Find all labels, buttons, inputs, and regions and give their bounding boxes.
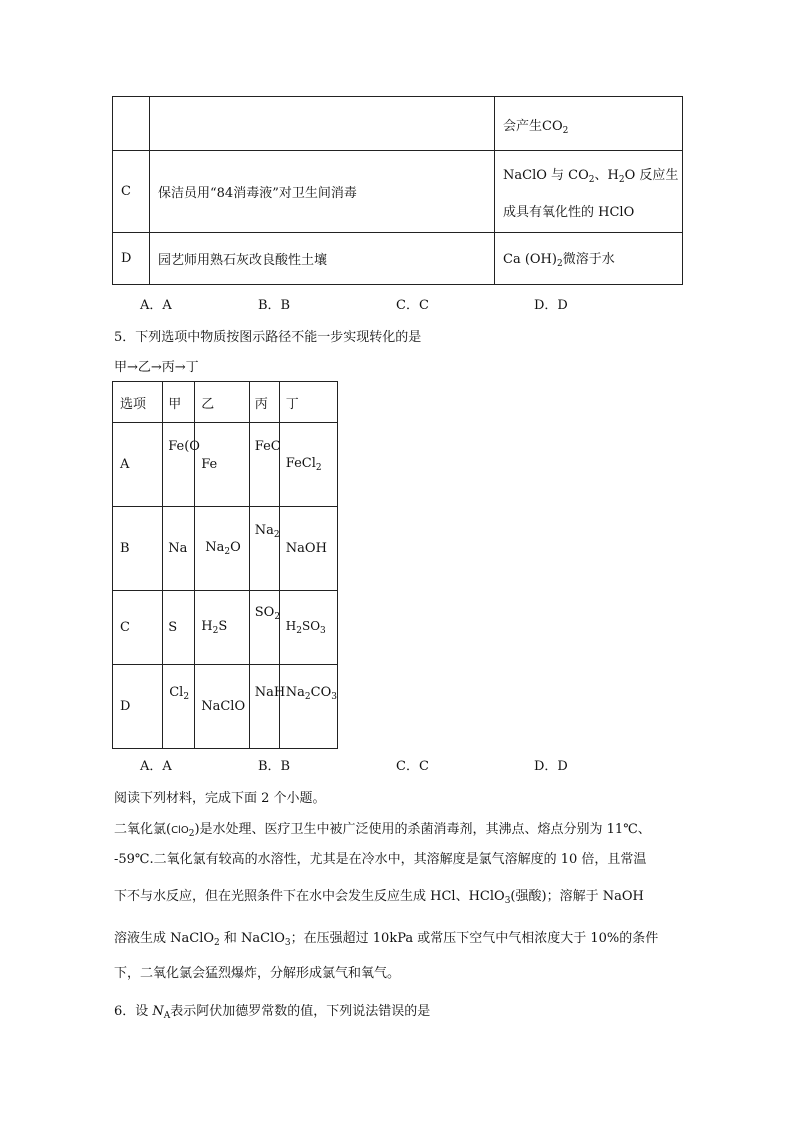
yi-cell: Fe: [195, 423, 250, 507]
option-d[interactable]: D．D: [534, 759, 568, 774]
ding-cell: NaOH: [279, 507, 337, 591]
question5-table: [112, 381, 338, 749]
avogadro-symbol: N: [152, 1004, 164, 1019]
table-row: [113, 151, 683, 233]
jia-cell: Fe(O: [163, 423, 195, 507]
option-b[interactable]: B．B: [258, 759, 291, 774]
option-cell: B: [113, 507, 163, 591]
table-row: [113, 423, 338, 507]
option-c[interactable]: C．C: [396, 759, 429, 774]
table-row: [113, 507, 338, 591]
table-cell: [150, 97, 495, 151]
ding-cell: $Na_2CO_3$: [279, 665, 337, 749]
question5-stem: 5．下列选项中物质按图示路径不能一步实现转化的是: [114, 330, 422, 345]
reading-intro: 阅读下列材料，完成下面 2 个小题。: [114, 791, 326, 806]
reason-text: Ca $(OH)_2$微溶于水: [503, 252, 615, 269]
question5-options: [0, 755, 794, 773]
ding-cell: FeCl$_2$: [279, 423, 337, 507]
yi-cell: $H_2S$: [195, 591, 250, 665]
header-jia: 甲: [163, 382, 195, 423]
option-cell: A: [113, 423, 163, 507]
option-a[interactable]: A．A: [140, 298, 172, 313]
yi-cell: NaClO: [195, 665, 250, 749]
reason-line-1: NaClO 与 $CO_2$、$H_2O$ 反应生: [503, 167, 679, 185]
option-d[interactable]: D．D: [534, 298, 568, 313]
jia-cell: $Cl_2$: [163, 665, 195, 749]
header-ding: 丁: [279, 382, 337, 423]
bing-cell: $SO_2$: [249, 591, 279, 665]
scenario-text: 园艺师用熟石灰改良酸性土壤: [158, 253, 328, 268]
option-label: C: [121, 184, 131, 199]
ding-cell: $H_2SO_3$: [279, 591, 337, 665]
bing-cell: NaH: [249, 665, 279, 749]
question6-stem: 6．设 $N_A$表示阿伏加德罗常数的值，下列说法错误的是: [114, 1004, 431, 1021]
table-header-row: [113, 382, 338, 423]
option-cell: D: [113, 665, 163, 749]
reading-line-5: 下，二氧化氯会猛烈爆炸，分解形成氯气和氧气。: [114, 966, 401, 981]
conversion-path: 甲→乙→丙→丁: [114, 360, 199, 375]
reading-line-1: 二氧化氯(ClO$_2$)是水处理、医疗卫生中被广泛使用的杀菌消毒剂，其沸点、熔点分别为 11℃、: [114, 822, 651, 839]
scenario-text: 保洁员用“84消毒液”对卫生间消毒: [158, 186, 357, 201]
formula-co2: CO: [542, 119, 563, 134]
reading-line-4: 溶液生成 NaClO$_2$ 和 NaClO$_3$；在压强超过 10kPa 或常压下空气中气相浓度大于 10%的条件: [114, 931, 659, 948]
jia-cell: Na: [163, 507, 195, 591]
reading-line-3: 下不与水反应，但在光照条件下在水中会发生反应生成 HCl、HClO$_3$(强酸)；溶解于 NaOH: [114, 889, 644, 906]
table-row: [113, 233, 683, 285]
option-label: D: [121, 251, 132, 266]
table-cell: [113, 151, 150, 233]
option-c[interactable]: C．C: [396, 298, 429, 313]
table-cell: [495, 151, 683, 233]
table-cell: [113, 97, 150, 151]
option-cell: C: [113, 591, 163, 665]
jia-cell: S: [163, 591, 195, 665]
yi-cell: $Na_2O$: [195, 507, 250, 591]
option-a[interactable]: A．A: [140, 759, 172, 774]
subscript: 2: [562, 126, 569, 136]
reason-text: 会产生: [503, 119, 543, 134]
question4-options: [0, 294, 794, 312]
bing-cell: $Na_2$: [249, 507, 279, 591]
table-row: [113, 591, 338, 665]
bing-cell: FeC: [249, 423, 279, 507]
table-cell: [495, 97, 683, 151]
table-row: [113, 665, 338, 749]
table-cell: [495, 233, 683, 285]
table-cell: [150, 151, 495, 233]
table-row: [113, 97, 683, 151]
header-option: 选项: [113, 382, 163, 423]
table-cell: [113, 233, 150, 285]
table-cell: [150, 233, 495, 285]
reading-line-2: -59℃.二氧化氯有较高的水溶性，尤其是在冷水中，其溶解度是氯气溶解度的 10 倍，且常温: [114, 852, 647, 867]
option-b[interactable]: B．B: [258, 298, 291, 313]
header-bing: 丙: [249, 382, 279, 423]
question4-table: [112, 96, 683, 285]
reason-line-2: 成具有氧化性的 HClO: [503, 204, 635, 220]
header-yi: 乙: [195, 382, 250, 423]
